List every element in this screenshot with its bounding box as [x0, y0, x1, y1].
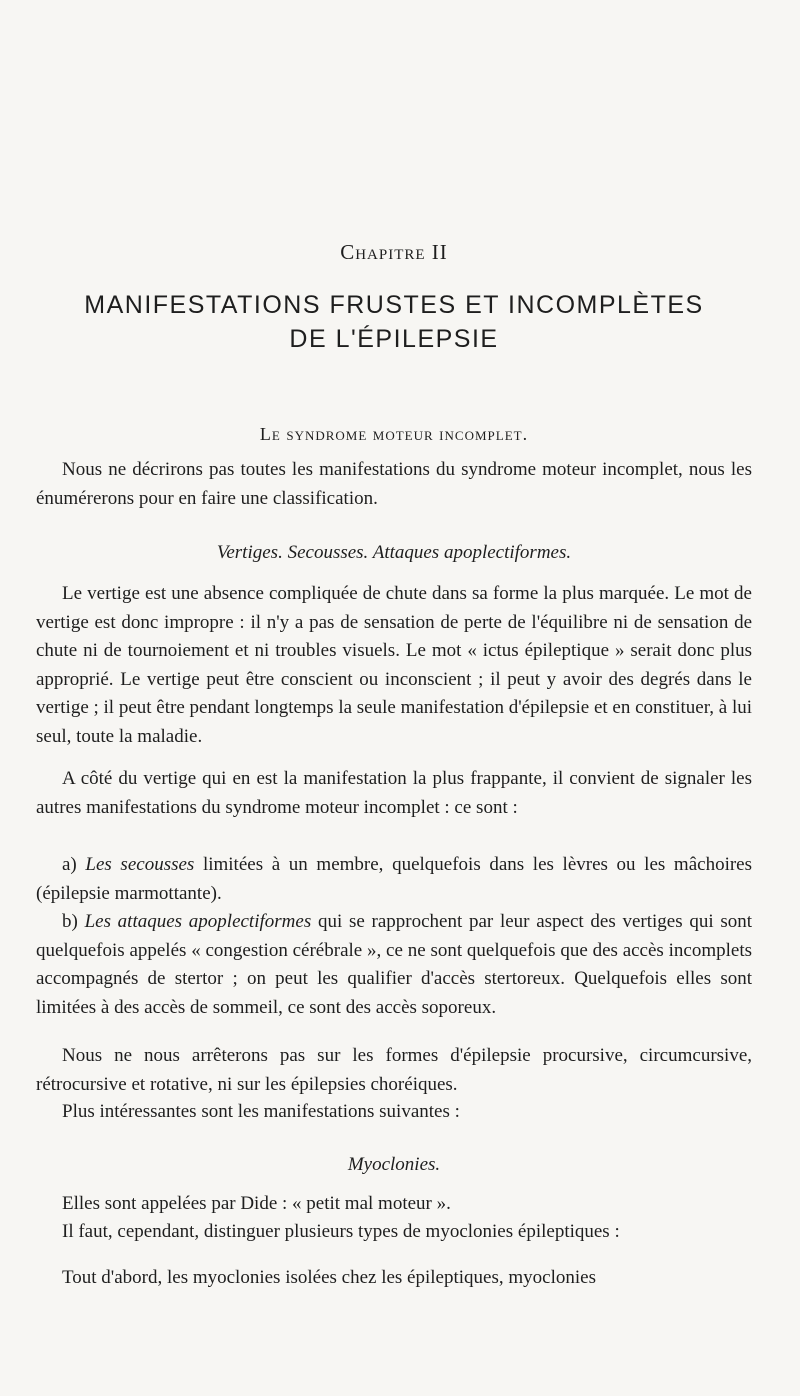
paragraph-tout-d-abord: Tout d'abord, les myoclonies isolées chez les épileptiques, myoclonies — [62, 1267, 596, 1288]
list-label-b: b) — [62, 911, 85, 932]
term-attaques: Les attaques apoplectiformes — [84, 911, 312, 932]
section-heading-myoclonies: Myoclonies. — [347, 1154, 441, 1175]
paragraph-secousses — [36, 851, 752, 908]
chapter-title-line2: DE L'ÉPILEPSIE — [289, 325, 499, 353]
list-label-a: a) — [62, 854, 86, 875]
section-heading-vertiges: Vertiges. Secousses. Attaques apoplectiformes. — [216, 542, 572, 563]
chapter-title — [36, 288, 752, 356]
paragraph-plus-interessantes: Plus intéressantes sont les manifestations suivantes : — [62, 1101, 460, 1122]
paragraph-types: Il faut, cependant, distinguer plusieurs types de myoclonies épileptiques : — [62, 1221, 620, 1242]
paragraph-dide: Elles sont appelées par Dide : « petit mal moteur ». — [62, 1193, 451, 1214]
term-secousses: Les secousses — [85, 854, 195, 875]
section-heading-syndrome: Le syndrome moteur incomplet. — [259, 424, 529, 444]
paragraph-a-cote: A côté du vertige qui en est la manifestation la plus frappante, il convient de signaler les autres manifestations du syndrome moteur incomplet : ce sont : — [36, 768, 752, 818]
paragraph-attaques — [36, 908, 752, 1022]
attaques-text: qui se rapprochent par leur aspect des vertiges qui sont quelquefois appelés « congestion cérébrale », ce ne sont quelquefois que des accès incomplets accompagnés de stertor ; on peut les qualifier d'accès stertoreux. Quelquefois elles sont limitées à des accès de sommeil, ce sont des accès soporeux. — [36, 911, 753, 1018]
chapter-number: Chapitre II — [340, 240, 448, 264]
chapter-title-line1: MANIFESTATIONS FRUSTES ET INCOMPLÈTES — [84, 291, 704, 319]
paragraph-formes: Nous ne nous arrêterons pas sur les formes d'épilepsie procursive, circumcursive, rétrocursive et rotative, ni sur les épilepsies choréiques. — [36, 1045, 752, 1095]
paragraph-vertige: Le vertige est une absence compliquée de chute dans sa forme la plus marquée. Le mot de vertige est donc impropre : il n'y a pas de sensation de perte de l'équilibre ni de sensation de chute ni de tournoiement et ni troubles visuels. Le mot « ictus épileptique » serait donc plus approprié. Le vertige peut être conscient ou inconscient ; il peut y avoir des degrés dans le vertige ; il peut être pendant longtemps la seule manifestation d'épilepsie et en constituer, à lui seul, toute la maladie. — [36, 583, 752, 747]
paragraph-intro: Nous ne décrirons pas toutes les manifestations du syndrome moteur incomplet, nous les énumérerons pour en faire une classification. — [36, 459, 752, 509]
secousses-text: limitées à un membre, quelquefois dans les lèvres ou les mâchoires (épilepsie marmottante). — [36, 854, 752, 904]
